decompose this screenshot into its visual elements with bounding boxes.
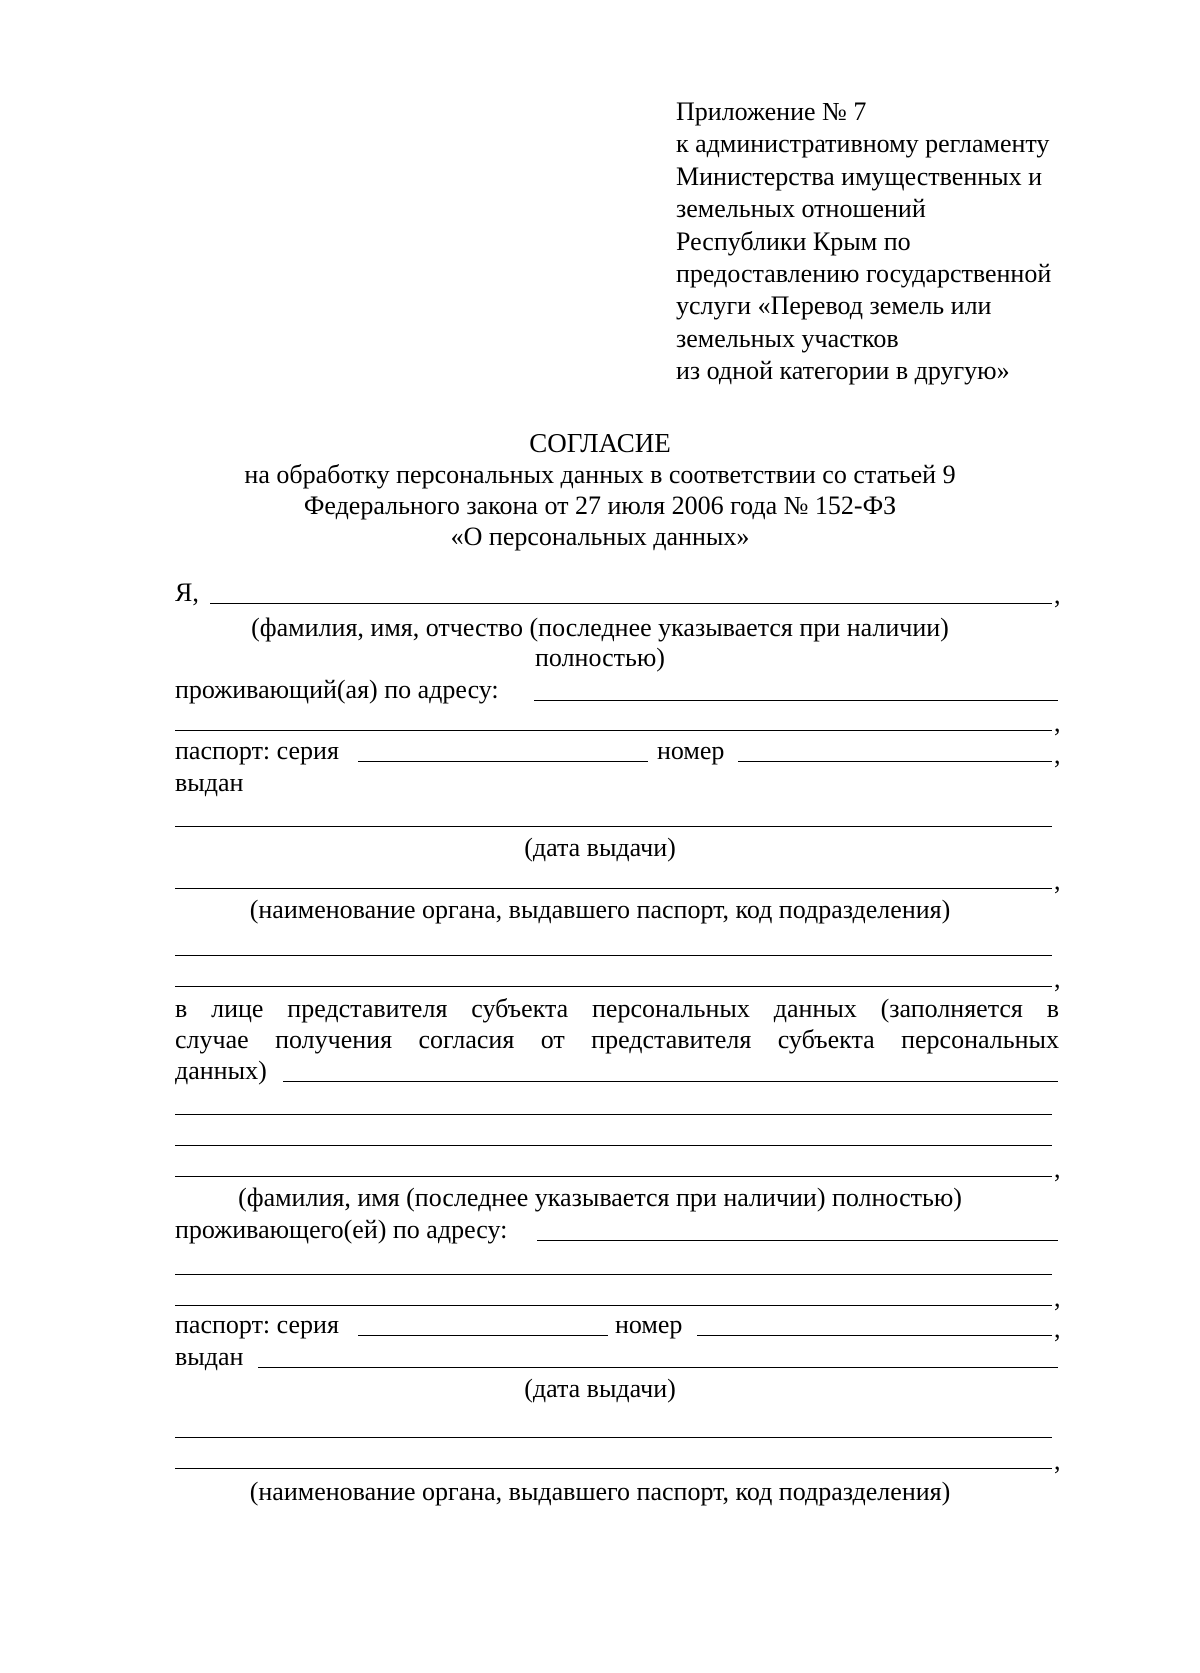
comma: ,	[1054, 1283, 1061, 1312]
passport-number-label: номер	[657, 736, 725, 765]
representative-issue-date-caption: (дата выдачи)	[524, 1374, 676, 1403]
fio-blank-line[interactable]	[210, 603, 1052, 604]
comma: ,	[1054, 1154, 1061, 1183]
comma: ,	[1054, 740, 1061, 769]
passport-series-blank-line[interactable]	[358, 761, 648, 762]
comma: ,	[1054, 964, 1061, 993]
representative-address-blank-line-3[interactable]	[175, 1305, 1052, 1306]
representative-address-blank-line-2[interactable]	[175, 1274, 1052, 1275]
passport-series-label: паспорт: серия	[175, 736, 339, 765]
header-line: услуги «Перевод земель или	[676, 291, 992, 321]
representative-issuer-blank-line[interactable]	[175, 1437, 1052, 1438]
representative-intro-line-2: случае получения согласия от представителя субъекта персональных	[175, 1025, 1059, 1054]
comma: ,	[1054, 866, 1061, 895]
address-label: проживающий(ая) по адресу:	[175, 675, 499, 704]
representative-blank-line-3[interactable]	[175, 1145, 1052, 1146]
header-line: предоставлению государственной	[676, 259, 1052, 289]
header-line: Министерства имущественных и	[676, 161, 1043, 191]
appendix-header	[676, 96, 1136, 388]
i-label: Я,	[175, 578, 199, 607]
representative-issued-label: выдан	[175, 1342, 244, 1371]
representative-issuer-blank-line-2[interactable]	[175, 1468, 1052, 1469]
representative-address-label: проживающего(ей) по адресу:	[175, 1215, 508, 1244]
fio-caption-continued: полностью)	[535, 643, 665, 672]
representative-passport-series-blank-line[interactable]	[358, 1335, 608, 1336]
issue-date-blank-line[interactable]	[175, 826, 1052, 827]
fio-caption: (фамилия, имя, отчество (последнее указывается при наличии)	[251, 613, 949, 642]
representative-blank-line-4[interactable]	[175, 1176, 1052, 1177]
title-subline-1: на обработку персональных данных в соответствии со статьей 9	[244, 460, 956, 489]
representative-blank-line-2[interactable]	[175, 1114, 1052, 1115]
representative-passport-number-label: номер	[615, 1310, 683, 1339]
title-subline-3: «О персональных данных»	[450, 522, 750, 551]
representative-blank-line[interactable]	[283, 1081, 1058, 1082]
header-line: Республики Крым по	[676, 226, 911, 256]
issued-label: выдан	[175, 768, 244, 797]
representative-data-label: данных)	[175, 1056, 267, 1085]
representative-passport-series-label: паспорт: серия	[175, 1310, 339, 1339]
comma: ,	[1054, 1314, 1061, 1343]
address-blank-line[interactable]	[534, 700, 1058, 701]
representative-address-blank-line[interactable]	[537, 1240, 1058, 1241]
comma: ,	[1054, 580, 1061, 609]
passport-number-blank-line[interactable]	[738, 761, 1052, 762]
comma: ,	[1054, 708, 1061, 737]
blank-line[interactable]	[175, 986, 1052, 987]
comma: ,	[1054, 1446, 1061, 1475]
header-line: земельных отношений	[676, 194, 926, 224]
document-title: СОГЛАСИЕ	[529, 428, 671, 458]
issuer-caption: (наименование органа, выдавшего паспорт, код подразделения)	[249, 895, 951, 924]
representative-passport-number-blank-line[interactable]	[697, 1335, 1052, 1336]
address-blank-line-2[interactable]	[175, 730, 1052, 731]
representative-fio-caption: (фамилия, имя (последнее указывается при наличии) полностью)	[238, 1183, 962, 1212]
header-line: к административному регламенту	[676, 129, 1050, 159]
representative-issued-blank-line[interactable]	[258, 1367, 1058, 1368]
issue-date-caption: (дата выдачи)	[524, 833, 676, 862]
blank-line[interactable]	[175, 955, 1052, 956]
header-line: из одной категории в другую»	[676, 356, 1010, 386]
title-subline-2: Федерального закона от 27 июля 2006 года № 152-ФЗ	[303, 491, 897, 520]
header-line: Приложение № 7	[676, 97, 867, 126]
representative-issuer-caption: (наименование органа, выдавшего паспорт, код подразделения)	[249, 1477, 951, 1506]
header-line: земельных участков	[676, 323, 899, 353]
representative-intro-line-1: в лице представителя субъекта персональных данных (заполняется в	[175, 994, 1059, 1023]
issuer-blank-line[interactable]	[175, 888, 1052, 889]
